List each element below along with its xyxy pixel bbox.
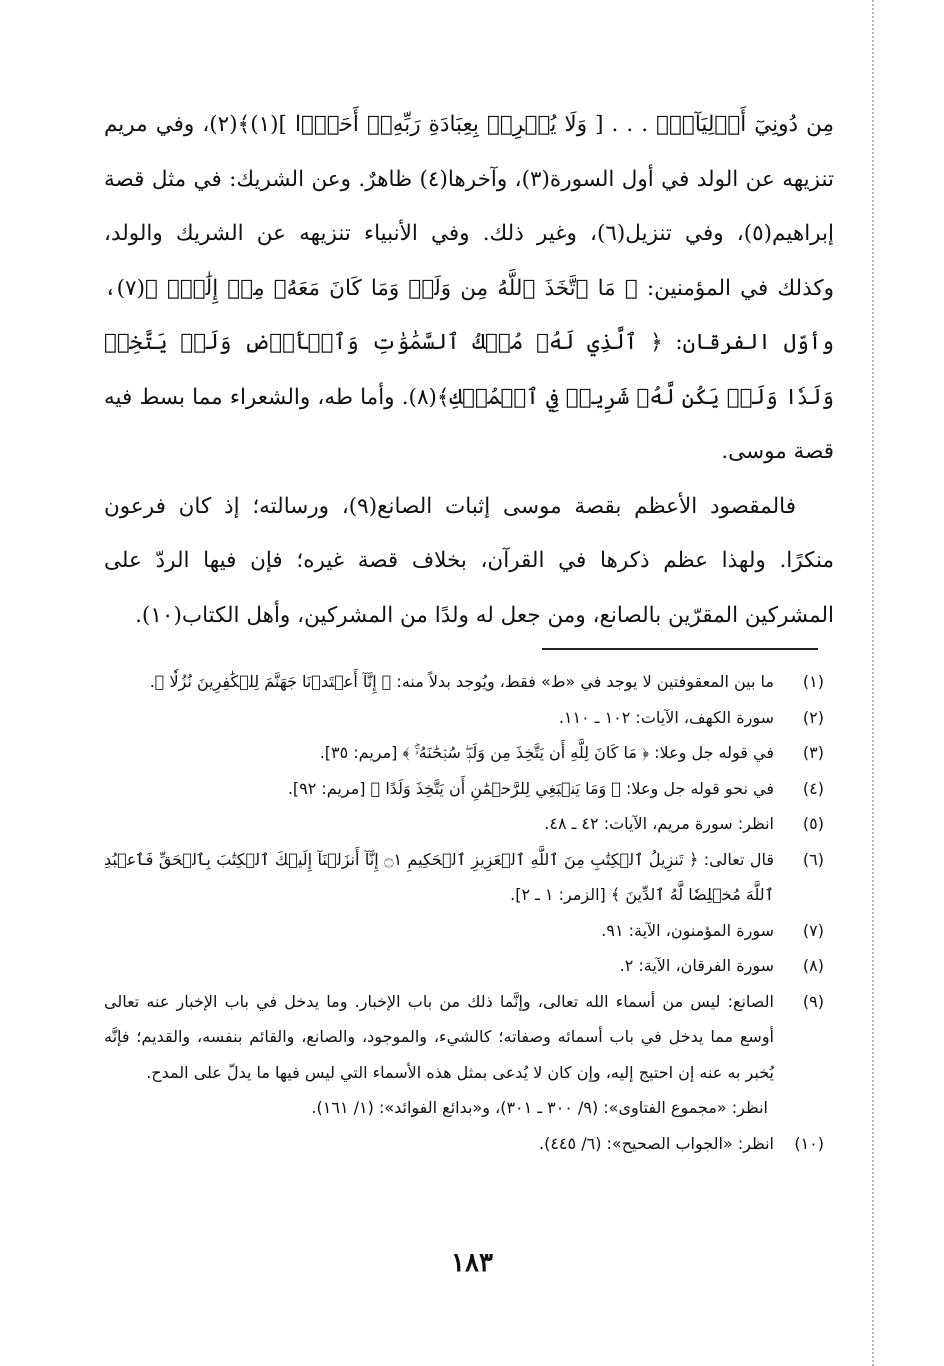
footnote-number: (١)	[802, 672, 824, 691]
main-paragraph: فالمقصود الأعظم بقصة موسى إثبات الصانع(٩)، ورسالته؛ إذ كان فرعون منكرًا. ولهذا عظم ذكرها في القرآن، بخلاف قصة غيره؛ فإن فيها الردّ على المشركين المقرّين بالصانع، ومن جعل له ولدًا من المشركين، وأهل الكتاب(١٠).	[104, 493, 834, 628]
footnote-text: قال تعالى: ﴿ تَنزِيلُ ٱلۡكِتَٰبِ مِنَ ٱللَّهِ ٱلۡعَزِيزِ ٱلۡحَكِيمِ ۝١ إِنَّآ أَنزَلۡنَآ إِلَيۡكَ ٱلۡكِتَٰبَ بِٱلۡحَقِّ فَٱعۡبُدِ ٱللَّهَ مُخۡلِصٗا لَّهُ ٱلدِّينَ ﴾ [الزمر: ١ ـ ٢].	[104, 849, 775, 904]
footnotes-list	[104, 664, 824, 1161]
footnote-number: (٢)	[802, 707, 824, 727]
page-number: ١٨٣	[451, 1248, 493, 1278]
footnote-number: (٨)	[802, 956, 824, 975]
footnote-number: (١٠)	[794, 1133, 824, 1153]
footnote-item	[104, 735, 824, 771]
main-paragraph: مِن دُونِيٓ أَوۡلِيَآءَۚ . . . [ وَلَا يُشۡرِكۡ بِعِبَادَةِ رَبِّهِۦٓ أَحَدَۢا ](١)﴾(٢)، وفي مريم تنزيهه عن الولد في أول السورة(٣)، وآخرها(٤) ظاهرٌ. وعن الشريك: في مثل قصة إبراهيم(٥)، وفي تنزيل(٦)، وغير ذلك. وفي الأنبياء تنزيهه عن الشريك والولد، وكذلك في المؤمنين: ﴿ مَا ٱتَّخَذَ ٱللَّهُ مِن وَلَدٖ وَمَا كَانَ مَعَهُۥ مِنۡ إِلَٰهٍۚ ﴾(٧)، وأوّل الفرقان: ﴿ ٱلَّذِي لَهُۥ مُلۡكُ ٱلسَّمَٰوَٰتِ وَٱلۡأَرۡضِ وَلَمۡ يَتَّخِذۡ وَلَدٗا وَلَمۡ يَكُن لَّهُۥ شَرِيكٞ فِي ٱلۡمُلۡكِ﴾(٨). وأما طه، والشعراء مما بسط فيه قصة موسى.	[104, 112, 835, 464]
margin-dotted-rule	[872, 0, 874, 1366]
footnote-text: ما بين المعقوفتين لا يوجد في «ط» فقط، ويُوجد بدلاً منه: ﴿ إِنَّآ أَعۡتَدۡنَا جَهَنَّمَ لِلۡكَٰفِرِينَ نُزُلٗا ﴾.	[149, 672, 774, 691]
footnote-number: (٥)	[802, 814, 824, 833]
footnote-item	[104, 984, 824, 1126]
footnote-item	[104, 948, 824, 984]
footnote-separator	[542, 648, 818, 650]
footnote-item	[104, 771, 824, 807]
footnote-number: (٣)	[802, 743, 824, 762]
footnote-number: (٧)	[802, 920, 824, 940]
footnote-item	[104, 1126, 824, 1162]
footnote-text-group	[104, 984, 774, 1126]
footnote-number: (٩)	[802, 991, 824, 1011]
footnote-text: سورة الكهف، الآيات: ١٠٢ ـ ١١٠.	[558, 707, 774, 727]
footnote-text: في نحو قوله جل وعلا: ﴿ وَمَا يَنۢبَغِي لِلرَّحۡمَٰنِ أَن يَتَّخِذَ وَلَدًا ﴾ [مريم: ٩٢].	[287, 778, 774, 798]
footnote-text: سورة الفرقان، الآية: ٢.	[619, 956, 774, 975]
footnote-text: الصانع: ليس من أسماء الله تعالى، وإنَّما ذلك من باب الإخبار. وما يدخل في باب الإخبار عنه تعالى أوسع مما يدخل في باب أسمائه وصفاته؛ كالشيء، والموجود، والصانع، والقائم بنفسه، والقديم؛ فإنَّه يُخبر به عنه إن احتيج إليه، وإن كان لا يُدعى بمثل هذه الأسماء التي ليس فيها ما يدلّ على المدح.	[104, 991, 774, 1082]
footnote-number: (٤)	[802, 778, 824, 798]
footnote-item	[104, 664, 824, 700]
footnote-number: (٦)	[802, 849, 824, 869]
footnote-text: انظر: «الجواب الصحيح»: (٦/ ٤٤٥).	[539, 1133, 774, 1153]
footnote-reference: انظر: «مجموع الفتاوى»: (٩/ ٣٠٠ ـ ٣٠١)، و«بدائع الفوائد»: (١/ ١٦١).	[311, 1098, 768, 1117]
footnote-item	[104, 806, 824, 842]
footnote-text: انظر: سورة مريم، الآيات: ٤٢ ـ ٤٨.	[544, 814, 774, 833]
main-text-body	[104, 98, 834, 643]
footnote-item	[104, 842, 824, 913]
footnote-item	[104, 700, 824, 736]
footnote-text: في قوله جل وعلا: ﴿ مَا كَانَ لِلَّهِ أَن يَتَّخِذَ مِن وَلَدٖۖ سُبۡحَٰنَهُۥٓۚ ﴾ [مريم: ٣٥].	[319, 743, 774, 762]
footnote-text: سورة المؤمنون، الآية: ٩١.	[601, 920, 774, 940]
footnote-item	[104, 913, 824, 949]
